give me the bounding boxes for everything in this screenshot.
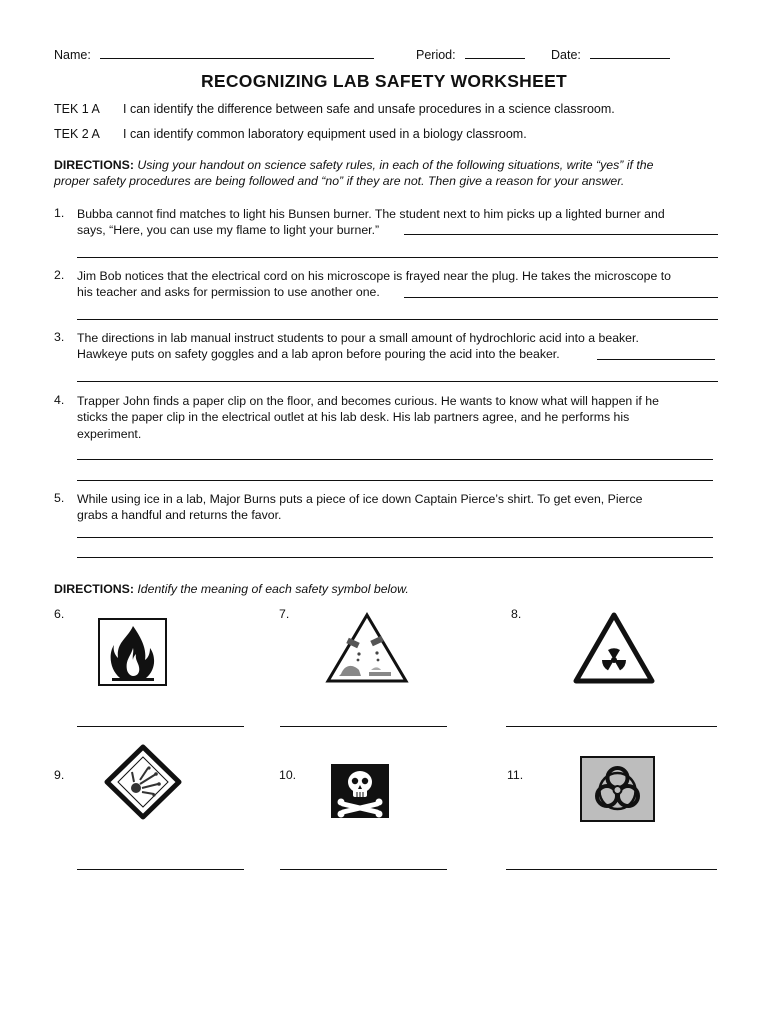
radiation-icon [573,612,655,687]
biohazard-icon [580,756,655,825]
question-line: Bubba cannot find matches to light his Bunsen burner. The student next to him picks up a lighted burner and [77,207,665,221]
answer-line[interactable] [77,537,713,538]
question-line: experiment. [77,426,142,441]
answer-line[interactable] [404,297,718,298]
question-number: 4. [54,393,65,407]
question-number: 2. [54,268,65,282]
answer-line[interactable] [280,869,447,870]
question-line: sticks the paper clip in the electrical outlet at his lab desk. His lab partners agree, and he performs his [77,410,630,425]
answer-line[interactable] [77,557,713,558]
answer-line[interactable] [597,359,715,360]
name-field[interactable] [100,47,374,59]
question-text [77,393,727,442]
directions-text-line1: Using your handout on science safety rules, in each of the following situations, write “yes” if the [137,158,654,172]
corrosive-icon [325,612,409,687]
question-text [77,330,727,363]
directions-text: Identify the meaning of each safety symbol below. [137,582,409,596]
name-label: Name: [54,48,91,62]
period-label: Period: [416,48,456,62]
answer-line[interactable] [77,459,713,460]
answer-line[interactable] [77,480,713,481]
question-line: Hawkeye puts on safety goggles and a lab apron before pouring the acid into the beaker. [77,347,560,362]
question-line: says, “Here, you can use my flame to light your burner.” [77,223,380,238]
question-number: 3. [54,330,65,344]
directions-label: DIRECTIONS: [54,582,134,596]
header-row [54,47,374,62]
answer-line[interactable] [77,726,244,727]
answer-line[interactable] [506,869,717,870]
date-label: Date: [551,48,581,62]
symbol-number: 11. [507,768,524,782]
page-title: RECOGNIZING LAB SAFETY WORKSHEET [200,71,568,91]
answer-line[interactable] [280,726,447,727]
question-line: his teacher and asks for permission to use another one. [77,285,380,300]
poison-skull-icon [331,764,389,821]
symbol-number: 8. [511,607,522,621]
answer-line[interactable] [77,381,718,382]
flammable-icon [98,618,168,689]
answer-line[interactable] [506,726,717,727]
tek-code: TEK 2 A [54,127,100,141]
question-line: Trapper John finds a paper clip on the floor, and becomes curious. He wants to know what will happen if he [77,394,659,408]
symbol-number: 9. [54,768,65,782]
directions [54,581,724,597]
question-text [77,491,727,524]
tek-code: TEK 1 A [54,102,100,116]
date-field[interactable] [590,47,670,59]
question-number: 5. [54,491,65,505]
question-line: grabs a handful and returns the favor. [77,508,282,523]
answer-line[interactable] [404,234,718,235]
directions [54,157,724,189]
question-text [77,268,727,301]
directions-text-line2: proper safety procedures are being followed and “no” if they are not. Then give a reason for your answer. [54,174,625,188]
tek-text: I can identify common laboratory equipment used in a biology classroom. [123,127,527,141]
symbol-number: 7. [279,607,290,621]
period-field[interactable] [465,47,525,59]
answer-line[interactable] [77,869,244,870]
date-group [551,47,670,62]
answer-line[interactable] [77,319,718,320]
directions-label: DIRECTIONS: [54,158,134,172]
symbol-number: 6. [54,607,65,621]
question-line: While using ice in a lab, Major Burns puts a piece of ice down Captain Pierce’s shirt. To get even, Pierce [77,492,643,506]
question-line: Jim Bob notices that the electrical cord on his microscope is frayed near the plug. He takes the microscope to [77,269,671,283]
question-number: 1. [54,206,65,220]
question-line: The directions in lab manual instruct students to pour a small amount of hydrochloric acid into a beaker. [77,331,639,345]
symbol-number: 10. [279,768,297,782]
explosive-icon [104,744,182,823]
period-group [416,47,525,62]
tek-text: I can identify the difference between safe and unsafe procedures in a science classroom. [123,102,615,116]
answer-line[interactable] [77,257,718,258]
